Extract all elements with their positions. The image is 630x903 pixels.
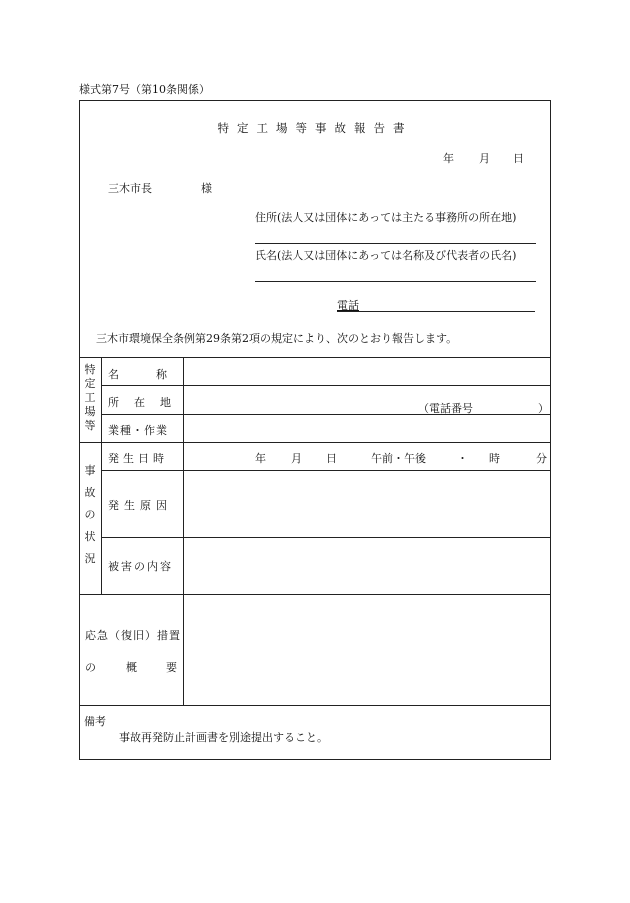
report-statement: 三木市環境保全条例第29条第2項の規定により、次のとおり報告します。 [96,332,458,345]
factory-location-label: 所 在 地 [108,396,173,409]
date-day-label: 日 [513,152,524,165]
column-divider-heading [101,357,102,594]
section-factory-heading: 特 定 工 場 等 [84,363,96,432]
accident-ampm: 午前・午後 [371,452,426,465]
addressee-honorific: 様 [201,182,212,195]
factory-name-label: 名 称 [108,368,168,381]
accident-datetime-label: 発生日時 [108,452,168,465]
accident-dot: ・ [457,452,468,465]
divider-row [101,385,551,386]
reporter-name-label: 氏名(法人又は団体にあっては名称及び代表者の氏名) [255,249,517,262]
divider-row [101,537,551,538]
date-month-label: 月 [479,152,490,165]
accident-damage-label: 被害の内容 [108,560,173,573]
date-year-label: 年 [443,152,454,165]
factory-business-label: 業種・作業 [108,424,168,437]
form-number-label: 様式第7号（第10条関係） [79,83,210,96]
remarks-heading: 備考 [84,715,106,728]
divider-row [101,414,551,415]
reporter-address-label: 住所(法人又は団体にあっては主たる事務所の所在地) [255,211,517,224]
divider-section [79,442,551,443]
accident-day: 日 [326,452,337,465]
divider-section [79,594,551,595]
measures-label-line1: 応急（復旧）措置 [85,629,181,642]
factory-phone-note: （電話番号 [418,402,473,415]
measures-label-gai: 概 [126,661,137,674]
accident-hour: 時 [489,452,500,465]
accident-month: 月 [291,452,302,465]
form-title: 特定工場等事故報告書 [217,121,413,135]
addressee-name: 三木市長 [108,182,152,195]
reporter-phone-label: 電話 [337,299,359,312]
accident-minute: 分 [536,452,547,465]
remarks-text: 事故再発防止計画書を別途提出すること。 [119,731,328,744]
accident-cause-label: 発生原因 [108,499,172,512]
accident-year: 年 [255,452,266,465]
factory-phone-close: ） [538,402,549,415]
address-underline [255,243,536,244]
divider-row [101,470,551,471]
measures-label-no: の [85,661,96,674]
measures-label-you: 要 [166,661,177,674]
phone-underline [337,311,535,312]
divider-section [79,705,551,706]
section-accident-heading: 事 故 の 状 況 [84,464,96,565]
column-divider-label [183,357,184,705]
name-underline [255,281,536,282]
divider-header-bottom [79,357,551,358]
